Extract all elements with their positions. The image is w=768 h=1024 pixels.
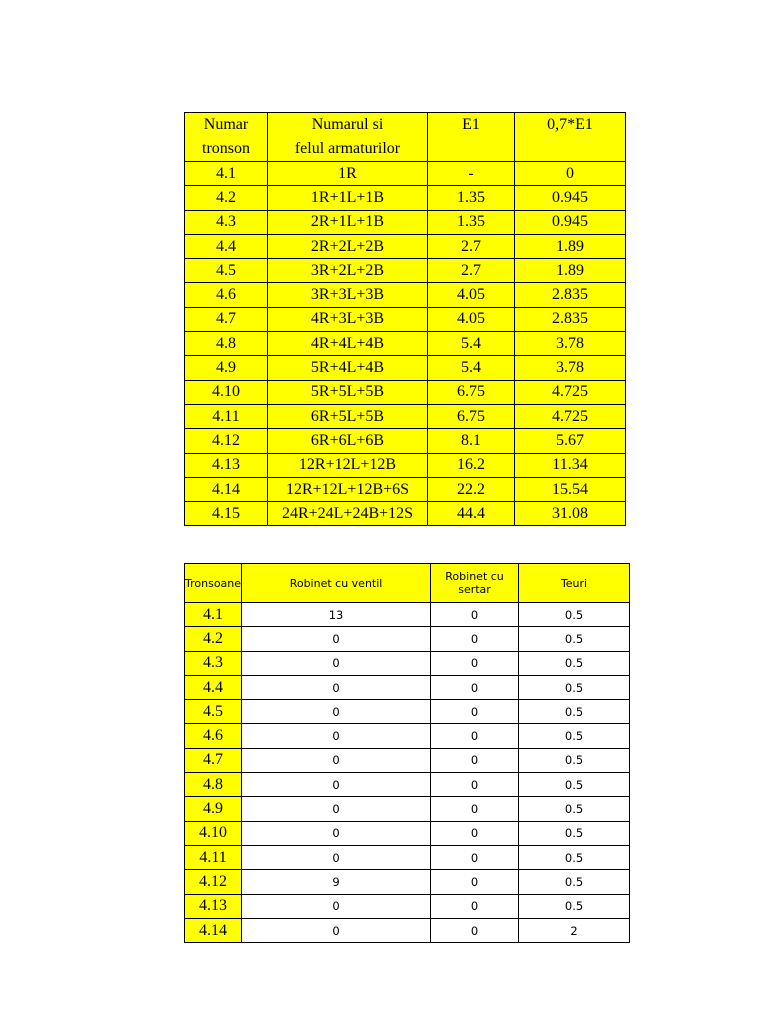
armaturi-table-body (185, 113, 626, 526)
table-row (185, 210, 626, 234)
table-cell: 0.5 (519, 894, 630, 918)
table-cell: 3R+2L+2B (268, 259, 428, 283)
header-cell (431, 564, 519, 603)
table-cell: 0.5 (519, 821, 630, 845)
table-cell: 0 (431, 627, 519, 651)
table-row (185, 477, 626, 501)
table-cell: 4.14 (185, 477, 268, 501)
header-row (185, 113, 626, 162)
table-row (185, 651, 630, 675)
table-cell: 11.34 (515, 453, 626, 477)
table-cell: 0 (242, 773, 431, 797)
header-text: Teuri (560, 576, 588, 590)
table-cell: 0 (242, 700, 431, 724)
table-cell: 0 (431, 724, 519, 748)
table-cell: 0 (515, 162, 626, 186)
table-cell: 0.945 (515, 210, 626, 234)
header-cell (428, 113, 515, 162)
table-cell: 4.12 (185, 429, 268, 453)
table-row (185, 700, 630, 724)
header-text: felul armaturilor (294, 140, 401, 157)
table-row (185, 332, 626, 356)
table-cell: 0 (431, 797, 519, 821)
table-cell: 13 (242, 603, 431, 627)
table-cell: 2 (519, 918, 630, 942)
table-row (185, 918, 630, 942)
table-cell: 1.89 (515, 234, 626, 258)
header-text: Robinet cu (445, 570, 504, 583)
table-cell: 4.9 (185, 797, 242, 821)
table-cell: 4.1 (185, 603, 242, 627)
table-cell: 0.5 (519, 773, 630, 797)
tronsoane-table (184, 563, 630, 943)
table-cell: 4.7 (185, 307, 268, 331)
table-cell: 0.5 (519, 748, 630, 772)
table-cell: 4.5 (185, 700, 242, 724)
table-row (185, 283, 626, 307)
table-cell: 0 (431, 821, 519, 845)
table-cell: 4.6 (185, 283, 268, 307)
table-cell: 4.1 (185, 162, 268, 186)
table-cell: 5.67 (515, 429, 626, 453)
table-cell: 4.5 (185, 259, 268, 283)
table-cell: 5R+4L+4B (268, 356, 428, 380)
table-row (185, 603, 630, 627)
table-cell: 0 (242, 724, 431, 748)
table-cell: 0 (242, 651, 431, 675)
table-row (185, 307, 626, 331)
table-cell: 6R+5L+5B (268, 404, 428, 428)
table-cell: 4.8 (185, 332, 268, 356)
table-cell: 6.75 (428, 404, 515, 428)
header-cell (519, 564, 630, 603)
table-cell: 9 (242, 870, 431, 894)
table-cell: 4.05 (428, 283, 515, 307)
table-cell: 1.35 (428, 210, 515, 234)
table-cell: 4.15 (185, 502, 268, 526)
table-cell: 44.4 (428, 502, 515, 526)
table-cell: 4R+3L+3B (268, 307, 428, 331)
table-cell: 0 (431, 845, 519, 869)
table-cell: 5.4 (428, 356, 515, 380)
table-cell: 4.2 (185, 186, 268, 210)
header-cell (268, 113, 428, 162)
table-cell: 2.7 (428, 234, 515, 258)
table-cell: 4R+4L+4B (268, 332, 428, 356)
table-cell: 4.7 (185, 748, 242, 772)
table-cell: 1.35 (428, 186, 515, 210)
table-cell: 5.4 (428, 332, 515, 356)
table-cell: 4.3 (185, 651, 242, 675)
table-row (185, 627, 630, 651)
table-cell: 4.8 (185, 773, 242, 797)
table-cell: 0.945 (515, 186, 626, 210)
table-cell: 16.2 (428, 453, 515, 477)
table-row (185, 797, 630, 821)
header-text: tronson (202, 140, 250, 157)
table-cell: 0 (431, 748, 519, 772)
table-cell: 22.2 (428, 477, 515, 501)
header-text: 0,7*E1 (547, 116, 593, 133)
table-cell: 2.835 (515, 307, 626, 331)
table-cell: 2R+2L+2B (268, 234, 428, 258)
table-cell: 4.725 (515, 380, 626, 404)
table-row (185, 748, 630, 772)
table-cell: 0.5 (519, 797, 630, 821)
table-cell: 0 (431, 675, 519, 699)
table-row (185, 821, 630, 845)
table-cell: 4.725 (515, 404, 626, 428)
table-cell: 0.5 (519, 724, 630, 748)
table-cell: 4.12 (185, 870, 242, 894)
table-cell: 24R+24L+24B+12S (268, 502, 428, 526)
table-cell: 0 (431, 894, 519, 918)
table-cell: 3R+3L+3B (268, 283, 428, 307)
table-cell: 0 (242, 675, 431, 699)
table-cell: 4.2 (185, 627, 242, 651)
table-cell: 0 (242, 918, 431, 942)
table-cell: 0 (242, 894, 431, 918)
table-row (185, 234, 626, 258)
table-row (185, 186, 626, 210)
table-cell: 0.5 (519, 845, 630, 869)
table-cell: 0.5 (519, 700, 630, 724)
header-cell (185, 113, 268, 162)
header-text: Numar (203, 116, 249, 133)
table-cell: 0 (242, 845, 431, 869)
table-row (185, 870, 630, 894)
table-cell: 1R+1L+1B (268, 186, 428, 210)
table-row (185, 380, 626, 404)
table-cell: 0 (431, 870, 519, 894)
table-cell: 2R+1L+1B (268, 210, 428, 234)
table-cell: 5R+5L+5B (268, 380, 428, 404)
table-cell: 0 (242, 748, 431, 772)
armaturi-table (184, 112, 626, 526)
table-cell: 4.6 (185, 724, 242, 748)
header-cell (185, 564, 242, 603)
table-cell: 6.75 (428, 380, 515, 404)
table-cell: 4.9 (185, 356, 268, 380)
table-cell: 4.13 (185, 453, 268, 477)
table-cell: 4.11 (185, 404, 268, 428)
table-row (185, 724, 630, 748)
table-cell: - (428, 162, 515, 186)
table-row (185, 404, 626, 428)
table-cell: 4.05 (428, 307, 515, 331)
table-cell: 4.10 (185, 380, 268, 404)
table-cell: 0 (431, 773, 519, 797)
header-text: E1 (462, 116, 480, 133)
table-row (185, 675, 630, 699)
header-text: sertar (458, 583, 491, 596)
table-cell: 0 (431, 700, 519, 724)
table-cell: 1R (268, 162, 428, 186)
header-row (185, 564, 630, 603)
table-row (185, 356, 626, 380)
table-cell: 0 (431, 603, 519, 627)
table-cell: 0.5 (519, 603, 630, 627)
table-cell: 6R+6L+6B (268, 429, 428, 453)
table-cell: 4.11 (185, 845, 242, 869)
table-cell: 0 (242, 797, 431, 821)
header-text: Tronsoane (185, 576, 242, 590)
table-cell: 15.54 (515, 477, 626, 501)
table-cell: 0.5 (519, 627, 630, 651)
table-row (185, 453, 626, 477)
table-cell: 4.3 (185, 210, 268, 234)
table-cell: 4.4 (185, 675, 242, 699)
table-cell: 0 (431, 651, 519, 675)
table-cell: 2.835 (515, 283, 626, 307)
header-cell (242, 564, 431, 603)
table-cell: 12R+12L+12B (268, 453, 428, 477)
table-row (185, 259, 626, 283)
table-cell: 0 (242, 821, 431, 845)
table-cell: 4.13 (185, 894, 242, 918)
table-cell: 0 (431, 918, 519, 942)
table-cell: 8.1 (428, 429, 515, 453)
table-row (185, 429, 626, 453)
table-cell: 0.5 (519, 651, 630, 675)
table-row (185, 845, 630, 869)
table-cell: 12R+12L+12B+6S (268, 477, 428, 501)
table-cell: 1.89 (515, 259, 626, 283)
table-row (185, 502, 626, 526)
table-row (185, 894, 630, 918)
table-cell: 4.10 (185, 821, 242, 845)
table-cell: 4.14 (185, 918, 242, 942)
table-cell: 4.4 (185, 234, 268, 258)
header-text: Numarul si (311, 116, 384, 133)
header-text: Robinet cu ventil (289, 576, 383, 590)
table-cell: 0.5 (519, 675, 630, 699)
table-row (185, 773, 630, 797)
tronsoane-table-body (185, 564, 630, 943)
table-cell: 0.5 (519, 870, 630, 894)
table-cell: 2.7 (428, 259, 515, 283)
table-cell: 3.78 (515, 356, 626, 380)
table-cell: 31.08 (515, 502, 626, 526)
table-cell: 3.78 (515, 332, 626, 356)
table-cell: 0 (242, 627, 431, 651)
table-row (185, 162, 626, 186)
header-cell (515, 113, 626, 162)
